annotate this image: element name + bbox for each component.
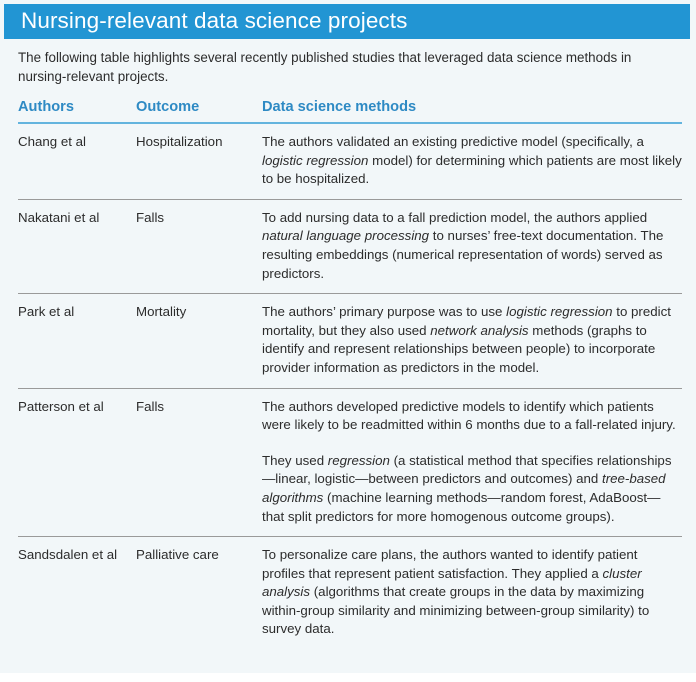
cell-authors: Chang et al [18, 134, 87, 149]
methods-paragraph: They used regression (a statistical method that specifies relationships—linear, logistic—between predictors and outcomes) and tree-based algorithms (machine learning methods—random forest, AdaBoost—that split predictors for more homogenous outcome groups). [262, 452, 672, 524]
cell-methods [262, 133, 682, 189]
column-header-outcome: Outcome [136, 99, 200, 115]
methods-paragraph: To add nursing data to a fall prediction model, the authors applied natural language processing to nurses’ free-text documentation. The resulting embeddings (numerical representation of words) served as predictors. [262, 209, 664, 281]
table-row [18, 389, 682, 538]
column-header-methods: Data science methods [262, 99, 417, 115]
method-term: cluster analysis [262, 565, 642, 600]
cell-authors: Patterson et al [18, 398, 104, 414]
method-term: logistic regression [506, 304, 613, 320]
methods-paragraph: To personalize care plans, the authors wanted to identify patient profiles that represent patient satisfaction. They applied a cluster analysis (algorithms that create groups in the data by maximizing within-group similarity and minimizing between-group similarity) to survey data. [262, 547, 650, 637]
table-row [18, 124, 682, 200]
cell-authors: Sandsdalen et al [18, 547, 118, 563]
bottom-strip [0, 673, 696, 682]
table-row [18, 200, 682, 294]
cell-methods [262, 398, 682, 527]
method-term: logistic regression [262, 152, 369, 168]
table-body [18, 124, 682, 649]
figure-title: Nursing-relevant data science projects [21, 8, 408, 34]
cell-methods [262, 209, 682, 283]
table-header-row [18, 98, 682, 124]
cell-authors: Nakatani et al [18, 209, 100, 225]
method-term: natural language processing [262, 228, 430, 244]
cell-methods [262, 546, 682, 639]
methods-paragraph: The authors developed predictive models to identify which patients were likely to be readmitted within 6 months due to a fall-related injury. [262, 398, 676, 433]
cell-authors: Park et al [18, 304, 75, 320]
projects-table [18, 98, 682, 649]
column-header-authors: Authors [18, 99, 74, 115]
table-row [18, 294, 682, 388]
cell-outcome: Falls [136, 398, 165, 414]
figure-banner [4, 4, 690, 39]
table-row [18, 537, 682, 649]
intro-paragraph: The following table highlights several recently published studies that leveraged data science methods in nursing-relevant projects. [18, 50, 632, 84]
method-term: network analysis [430, 322, 529, 338]
methods-paragraph: The authors validated an existing predictive model (specifically, a logistic regression model) for determining which patients are most likely to be hospitalized. [262, 134, 682, 187]
method-term: tree-based algorithms [262, 471, 666, 505]
methods-paragraph: The authors’ primary purpose was to use logistic regression to predict mortality, but they also used network analysis methods (graphs to identify and represent relationships between people) to incorporate provider information as predictors in the model. [262, 304, 671, 375]
cell-outcome: Falls [136, 209, 165, 225]
method-term: regression [327, 452, 390, 468]
cell-outcome: Mortality [136, 304, 187, 320]
cell-outcome: Hospitalization [136, 134, 223, 149]
cell-methods [262, 303, 682, 377]
cell-outcome: Palliative care [136, 547, 219, 563]
